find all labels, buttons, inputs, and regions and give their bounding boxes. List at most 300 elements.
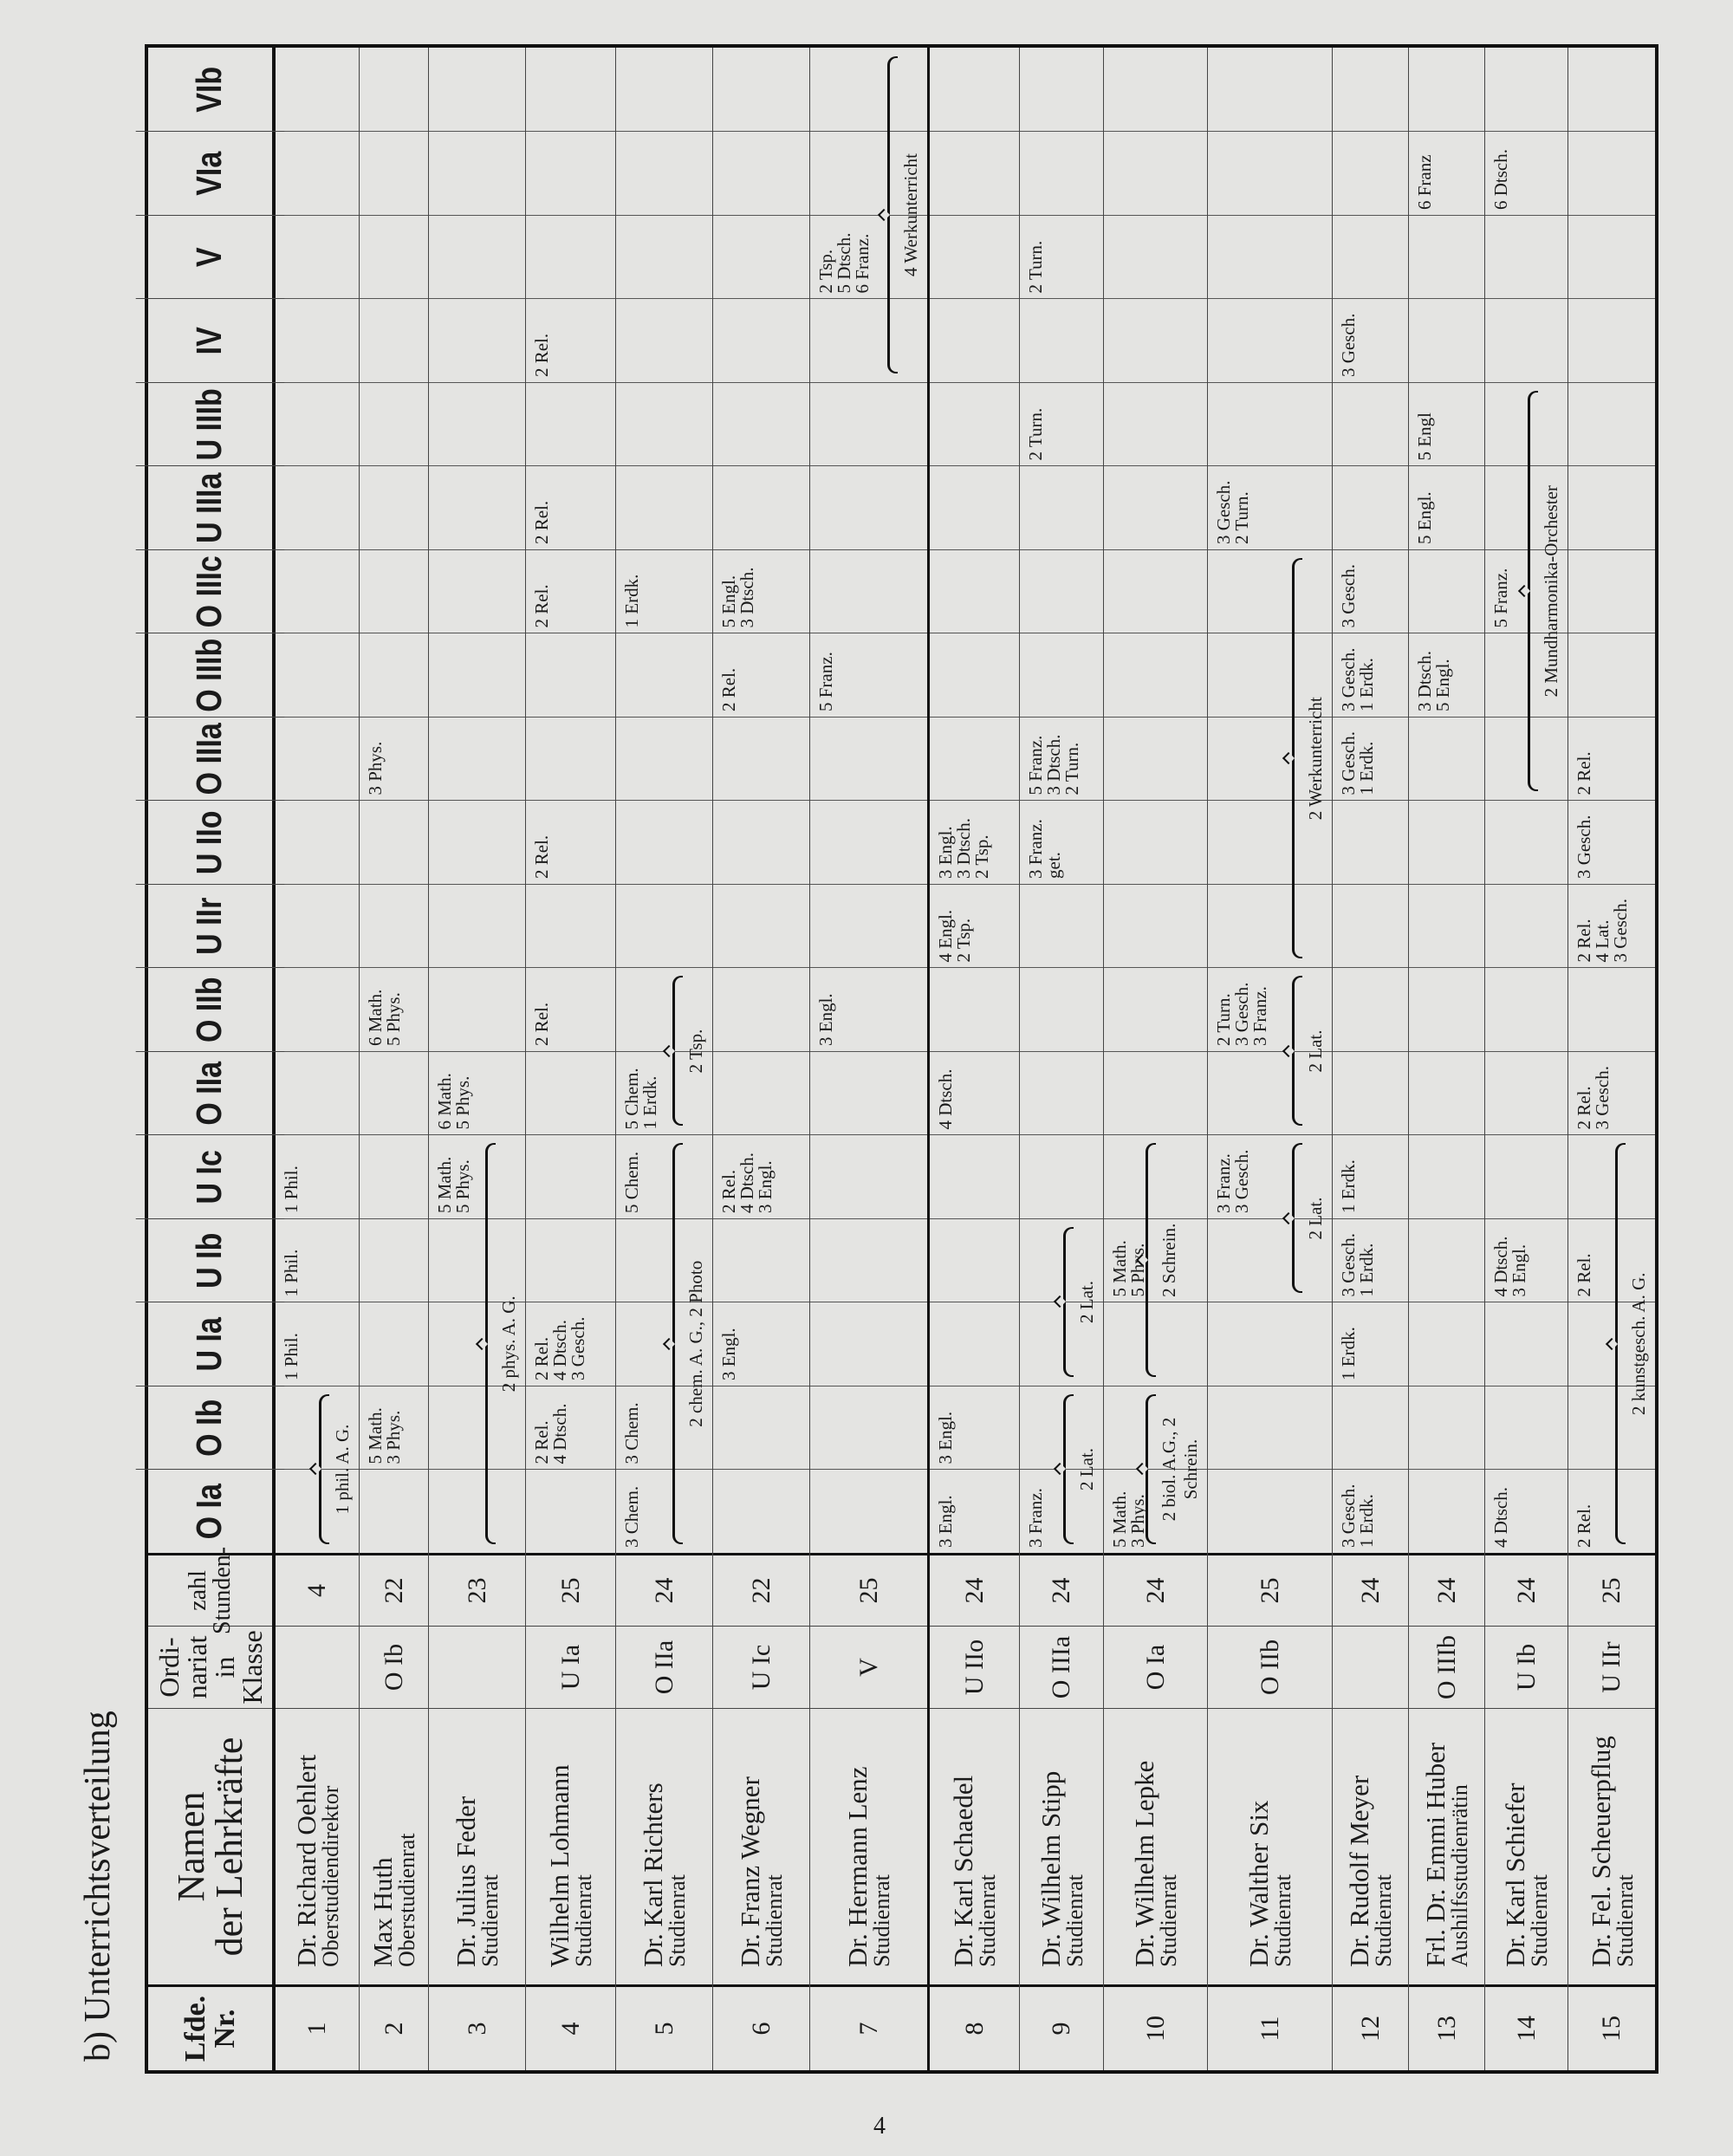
assignment-cell [526, 549, 615, 633]
assignment-cell [1333, 1051, 1408, 1135]
teacher-rank: Studienrat [1371, 1874, 1396, 1967]
teacher-cell [1333, 1708, 1408, 1984]
hours-total: 24 [1409, 1553, 1484, 1626]
assignment-line: 1 Erdk. [1338, 1327, 1359, 1380]
assignment-cell [930, 1135, 1019, 1219]
assignment-cell [1409, 466, 1484, 550]
brace-icon [1063, 1394, 1074, 1544]
grouped-assignment [1290, 968, 1332, 1135]
assignment-cell [930, 1386, 1019, 1470]
class-assignments [1020, 48, 1103, 1553]
class-assignments [276, 48, 359, 1553]
assignment-line: 2 Rel. [1574, 1253, 1594, 1297]
row-number: 7 [810, 1984, 927, 2070]
assignment-cell [1485, 1051, 1567, 1135]
assignment-cell [616, 215, 712, 299]
assignment-cell [1104, 466, 1207, 550]
grouped-assignment-text: 2 Werkunterricht [1305, 697, 1326, 821]
header-stundenzahl-line: zahl [184, 1570, 211, 1611]
assignment-cell [1409, 549, 1484, 633]
assignment-line: 3 Franz. [1213, 1153, 1234, 1213]
ordinariat-class [1333, 1626, 1408, 1708]
assignment-cell [713, 801, 809, 885]
assignment-cell [1333, 1302, 1408, 1386]
assignment-line: 4 Dtsch. [1490, 1487, 1511, 1548]
assignment-cell [1104, 132, 1207, 216]
assignment-cell [429, 968, 525, 1052]
assignment-cell [526, 466, 615, 550]
assignment-cell [1485, 968, 1567, 1052]
assignment-cell [1568, 549, 1655, 633]
row-number: 9 [1020, 1984, 1103, 2070]
section-title: b) Unterrichtsverteilung [78, 1711, 118, 2062]
teacher-cell [1020, 1708, 1103, 1984]
assignment-cell [1020, 382, 1103, 466]
teacher-rank: Studienrat [869, 1874, 894, 1967]
assignment-cell [1409, 1470, 1484, 1554]
row-number: 11 [1208, 1984, 1332, 2070]
assignment-cell [1104, 717, 1207, 801]
assignment-cell [360, 549, 428, 633]
assignment-cell [1568, 717, 1655, 801]
header-nr [148, 1984, 272, 2070]
brace-icon [485, 1144, 496, 1545]
table-row [429, 48, 526, 2070]
assignment-cell [429, 717, 525, 801]
assignment-cell [616, 299, 712, 383]
assignment-cell [1104, 968, 1207, 1052]
assignment-cell [1208, 1302, 1332, 1386]
assignment-line: 3 Gesch. [1231, 982, 1252, 1046]
assignment-cell [1333, 633, 1408, 718]
assignment-cell [1409, 801, 1484, 885]
assignment-cell [360, 1051, 428, 1135]
assignment-cell [1104, 549, 1207, 633]
assignment-cell [810, 549, 927, 633]
table-row [1208, 48, 1333, 2070]
assignment-cell [1333, 299, 1408, 383]
assignment-cell [1333, 968, 1408, 1052]
assignment-line: 3 Engl. [1509, 1244, 1529, 1297]
assignment-cell [930, 132, 1019, 216]
teacher-name: Dr. Wilhelm Lepke [1129, 1760, 1159, 1967]
timetable-sheet [78, 44, 1658, 2074]
assignment-cell [1333, 1135, 1408, 1219]
assignment-cell [1104, 884, 1207, 968]
assignment-cell [1020, 549, 1103, 633]
assignment-line: 4 Dtsch. [1490, 1236, 1511, 1297]
assignment-cell [276, 1302, 359, 1386]
assignment-cell [276, 549, 359, 633]
teaching-distribution-table [145, 44, 1658, 2074]
grouped-assignment [1144, 1135, 1207, 1386]
assignment-cell [713, 1218, 809, 1302]
assignment-line: 2 Rel. [1574, 1503, 1594, 1548]
assignment-cell [1333, 884, 1408, 968]
assignment-cell [713, 1051, 809, 1135]
assignment-cell [713, 215, 809, 299]
assignment-cell [930, 633, 1019, 718]
assignment-cell [1409, 382, 1484, 466]
ordinariat-class: O IIb [1208, 1626, 1332, 1708]
assignment-line: 2 Turn. [1213, 993, 1234, 1046]
assignment-cell [276, 633, 359, 718]
assignment-cell [616, 717, 712, 801]
teacher-name: Dr. Walther Six [1243, 1800, 1274, 1967]
assignment-cell [1020, 299, 1103, 383]
class-header: U Ia [136, 1302, 285, 1386]
brace-icon [1292, 558, 1302, 959]
header-nr-line: Nr. [208, 2009, 241, 2049]
assignment-line: 2 Rel. [718, 1169, 739, 1213]
assignment-cell [1020, 633, 1103, 718]
grouped-assignment [1613, 1135, 1655, 1554]
assignment-cell [1020, 717, 1103, 801]
assignment-cell [1020, 1135, 1103, 1219]
assignment-cell [429, 633, 525, 718]
assignment-cell [713, 1470, 809, 1554]
ordinariat-class: O Ia [1104, 1626, 1207, 1708]
assignment-cell [713, 382, 809, 466]
assignment-cell [1568, 1051, 1655, 1135]
class-header: U Ib [136, 1218, 285, 1302]
grouped-assignment-text: 2 chem. A. G., 2 Photo [685, 1260, 706, 1427]
assignment-line: 3 Engl. [935, 1411, 956, 1464]
header-name-line: Namen [169, 1791, 212, 1902]
assignment-line: 5 Math. [1109, 1240, 1130, 1297]
assignment-line: 5 Engl. [1432, 659, 1453, 711]
teacher-cell [276, 1708, 359, 1984]
class-header: U Ic [136, 1135, 285, 1219]
assignment-cell [526, 1218, 615, 1302]
assignment-line: 1 Erdk. [621, 574, 642, 628]
ordinariat-class: O IIIa [1020, 1626, 1103, 1708]
assignment-line: 5 Phys. [452, 1075, 473, 1130]
assignment-cell [276, 1218, 359, 1302]
table-row [1104, 48, 1208, 2070]
row-number: 4 [526, 1984, 615, 2070]
assignment-cell [526, 215, 615, 299]
teacher-cell [1485, 1708, 1567, 1984]
assignment-line: 2 Turn. [1025, 407, 1046, 461]
assignment-line: get. [1043, 852, 1064, 879]
grouped-assignment [886, 48, 927, 382]
teacher-cell [1208, 1708, 1332, 1984]
assignment-line: 4 Dtsch. [737, 1153, 757, 1213]
assignment-line: 3 Gesch. [1338, 1484, 1359, 1548]
grouped-assignment-text: 2 Lat. [1305, 1197, 1326, 1240]
assignment-cell [360, 884, 428, 968]
assignment-line: 2 Rel. [1574, 751, 1594, 796]
assignment-cell [276, 132, 359, 216]
assignment-line: 2 Rel. [531, 1420, 552, 1464]
hours-total: 24 [616, 1553, 712, 1626]
assignment-cell [1409, 132, 1484, 216]
class-assignments [1333, 48, 1408, 1553]
grouped-assignment-text: 2 Mundharmonika-Orchester [1541, 485, 1561, 698]
assignment-line: 5 Engl. [718, 575, 739, 628]
teacher-name: Wilhelm Lohmann [544, 1764, 574, 1967]
assignment-cell [429, 801, 525, 885]
row-number: 6 [713, 1984, 809, 2070]
table-row [713, 48, 810, 2070]
assignment-cell [526, 1470, 615, 1554]
assignment-cell [526, 1386, 615, 1470]
assignment-line: 3 Dtsch. [953, 818, 974, 879]
teacher-rows [276, 48, 1655, 2070]
class-header: O IIIc [136, 549, 285, 633]
grouped-assignment [1290, 549, 1332, 968]
assignment-line: 4 Lat. [1592, 919, 1613, 963]
class-assignments [360, 48, 428, 1553]
assignment-line: 3 Gesch. [1213, 480, 1234, 544]
assignment-cell [1568, 215, 1655, 299]
assignment-cell [1020, 1051, 1103, 1135]
assignment-line: 2 Rel. [531, 333, 552, 377]
assignment-cell [1104, 633, 1207, 718]
teacher-rank: Studienrat [1527, 1874, 1552, 1967]
teacher-name: Frl. Dr. Emmi Huber [1420, 1742, 1451, 1967]
teacher-name: Dr. Karl Schiefer [1500, 1783, 1530, 1967]
assignment-line: 3 Phys. [1127, 1494, 1148, 1548]
assignment-cell [1333, 549, 1408, 633]
assignment-cell [1568, 801, 1655, 885]
assignment-line: 3 Gesch. [1574, 815, 1594, 879]
assignment-cell [429, 299, 525, 383]
header-ordinariat-line: in [208, 1656, 240, 1679]
assignment-line: 2 Rel. [1574, 1086, 1594, 1130]
assignment-cell [276, 968, 359, 1052]
assignment-cell [360, 1135, 428, 1219]
grouped-assignment-text: 2 Lat. [1076, 1448, 1097, 1490]
table-row [1020, 48, 1104, 2070]
assignment-cell [1409, 1051, 1484, 1135]
assignment-cell [930, 215, 1019, 299]
assignment-cell [713, 633, 809, 718]
assignment-cell [276, 1135, 359, 1219]
brace-icon [672, 1144, 683, 1545]
assignment-line: 2 Rel. [531, 834, 552, 879]
assignment-cell [1333, 215, 1408, 299]
class-header: U IIo [136, 801, 285, 885]
assignment-cell [1409, 1218, 1484, 1302]
grouped-assignment-text: 1 phil. A. G. [332, 1424, 353, 1515]
assignment-line: 2 Turn. [1025, 240, 1046, 294]
brace-icon [1615, 1144, 1626, 1545]
assignment-cell [1409, 1135, 1484, 1219]
assignment-cell [429, 466, 525, 550]
assignment-line: 1 Erdk. [1356, 741, 1377, 796]
assignment-cell [1020, 968, 1103, 1052]
hours-total: 24 [1333, 1553, 1408, 1626]
assignment-cell [930, 1051, 1019, 1135]
teacher-rank: Studienrat [975, 1874, 1000, 1967]
assignment-line: 3 Dtsch. [1043, 734, 1064, 796]
assignment-cell [1104, 382, 1207, 466]
ordinariat-class [429, 1626, 525, 1708]
grouped-assignment-text: 2 kunstgesch. A. G. [1628, 1272, 1649, 1415]
assignment-line: 3 Engl. [935, 826, 956, 879]
assignment-cell [810, 1218, 927, 1302]
class-header: VIb [190, 66, 230, 113]
assignment-line: 3 Gesch. [1610, 899, 1631, 963]
assignment-line: 5 Phys. [1127, 1243, 1148, 1297]
assignment-line: 1 Phil. [281, 1166, 302, 1213]
grouped-assignment-text: 2 Tsp. [685, 1029, 706, 1074]
assignment-cell [810, 382, 927, 466]
assignment-line: 2 Rel. [531, 1002, 552, 1046]
assignment-line: 6 Franz [1414, 154, 1435, 210]
hours-total: 25 [1568, 1553, 1655, 1626]
assignment-cell [1104, 801, 1207, 885]
assignment-cell [616, 884, 712, 968]
assignment-line: 5 Math. [365, 1407, 386, 1464]
grouped-assignment-text: 2 biol. A.G., 2 Schrein. [1159, 1417, 1201, 1522]
assignment-line: 3 Gesch. [1338, 1233, 1359, 1297]
brace-icon [1292, 1144, 1302, 1294]
assignment-cell [1485, 1135, 1567, 1219]
assignment-cell [429, 549, 525, 633]
assignment-line: 3 Engl. [755, 1160, 776, 1213]
assignment-cell [526, 1051, 615, 1135]
assignment-cell [1568, 968, 1655, 1052]
assignment-cell [526, 968, 615, 1052]
assignment-line: 5 Franz. [1025, 735, 1046, 796]
assignment-line: 5 Chem. [621, 1151, 642, 1213]
assignment-cell [930, 549, 1019, 633]
assignment-cell [1568, 633, 1655, 718]
teacher-rank: Studienrat [1612, 1874, 1638, 1967]
assignment-cell [713, 1135, 809, 1219]
assignment-cell [1333, 132, 1408, 216]
assignment-cell [1020, 132, 1103, 216]
assignment-cell [1104, 299, 1207, 383]
assignment-cell [810, 1051, 927, 1135]
brace-icon [1146, 1394, 1156, 1544]
assignment-cell [930, 299, 1019, 383]
assignment-cell [616, 466, 712, 550]
assignment-cell [1208, 382, 1332, 466]
assignment-cell [1020, 48, 1103, 132]
teacher-name: Max Huth [367, 1857, 398, 1967]
assignment-cell [930, 801, 1019, 885]
assignment-cell [1020, 801, 1103, 885]
assignment-cell [526, 132, 615, 216]
header-stundenzahl-text [186, 1547, 235, 1634]
grouped-assignment [1061, 1386, 1103, 1553]
assignment-line: 4 Engl. [935, 909, 956, 963]
class-assignments [1485, 48, 1567, 1553]
row-number: 14 [1485, 1984, 1567, 2070]
assignment-cell [276, 299, 359, 383]
assignment-cell [810, 717, 927, 801]
assignment-cell [713, 717, 809, 801]
assignment-cell [1409, 1386, 1484, 1470]
header-ordinariat [148, 1626, 272, 1708]
assignment-cell [713, 1386, 809, 1470]
assignment-cell [1104, 215, 1207, 299]
class-header: O Ia [136, 1470, 285, 1554]
class-header: IV [136, 299, 285, 383]
assignment-cell [1485, 1386, 1567, 1470]
assignment-cell [1333, 717, 1408, 801]
table-row [616, 48, 713, 2070]
assignment-cell [1409, 299, 1484, 383]
assignment-cell [1333, 466, 1408, 550]
class-assignments [616, 48, 712, 1553]
assignment-cell [1020, 215, 1103, 299]
assignment-line: 5 Franz. [1490, 568, 1511, 628]
assignment-line: 6 Math. [434, 1073, 455, 1130]
grouped-assignment [317, 1386, 359, 1553]
teacher-rank: Studienrat [665, 1874, 690, 1967]
teacher-rank: Studienrat [762, 1874, 787, 1967]
row-number: 8 [930, 1984, 1019, 2070]
assignment-line: 5 Phys. [383, 992, 404, 1046]
assignment-line: 3 Phys. [383, 1410, 404, 1464]
assignment-cell [1333, 1386, 1408, 1470]
assignment-cell [276, 1051, 359, 1135]
assignment-cell [526, 801, 615, 885]
header-name [148, 1708, 272, 1984]
assignment-line: 3 Franz. [1025, 819, 1046, 879]
hours-total: 4 [276, 1553, 359, 1626]
class-header: U IIIb [136, 382, 285, 466]
teacher-name: Dr. Julius Feder [451, 1796, 481, 1967]
assignment-line: 3 Engl. [935, 1495, 956, 1548]
assignment-line: 2 Tsp. [971, 834, 992, 879]
assignment-cell [360, 215, 428, 299]
assignment-cell [360, 1302, 428, 1386]
assignment-cell [1020, 466, 1103, 550]
assignment-line: 2 Rel. [1574, 919, 1594, 963]
grouped-assignment [671, 1135, 712, 1554]
grouped-assignment-text: 2 Schrein. [1159, 1223, 1179, 1297]
assignment-cell [713, 884, 809, 968]
assignment-cell [930, 717, 1019, 801]
table-row [1333, 48, 1409, 2070]
assignment-cell [930, 884, 1019, 968]
assignment-cell [1333, 1218, 1408, 1302]
assignment-cell [616, 633, 712, 718]
teacher-name: Dr. Hermann Lenz [842, 1766, 873, 1967]
assignment-cell [810, 1386, 927, 1470]
assignment-line: 2 Tsp. [953, 918, 974, 963]
table-row [526, 48, 616, 2070]
table-row [930, 48, 1020, 2070]
assignment-cell [1485, 1302, 1567, 1386]
assignment-cell [713, 48, 809, 132]
assignment-line: 2 Rel. [531, 1336, 552, 1380]
assignment-cell [1208, 215, 1332, 299]
assignment-cell [276, 48, 359, 132]
assignment-cell [360, 968, 428, 1052]
assignment-line: 3 Franz. [1249, 986, 1270, 1046]
assignment-line: 4 Dtsch. [549, 1403, 570, 1464]
assignment-cell [810, 633, 927, 718]
assignment-cell [526, 633, 615, 718]
ordinariat-class: V [810, 1626, 927, 1708]
class-assignments [713, 48, 809, 1553]
assignment-cell [1485, 48, 1567, 132]
assignment-line: 2 Rel. [531, 500, 552, 544]
grouped-assignment [1526, 382, 1567, 801]
assignment-line: 1 Erdk. [1356, 1494, 1377, 1548]
assignment-cell [930, 48, 1019, 132]
class-assignments [526, 48, 615, 1553]
assignment-cell [1485, 215, 1567, 299]
grouped-assignment [671, 968, 712, 1135]
